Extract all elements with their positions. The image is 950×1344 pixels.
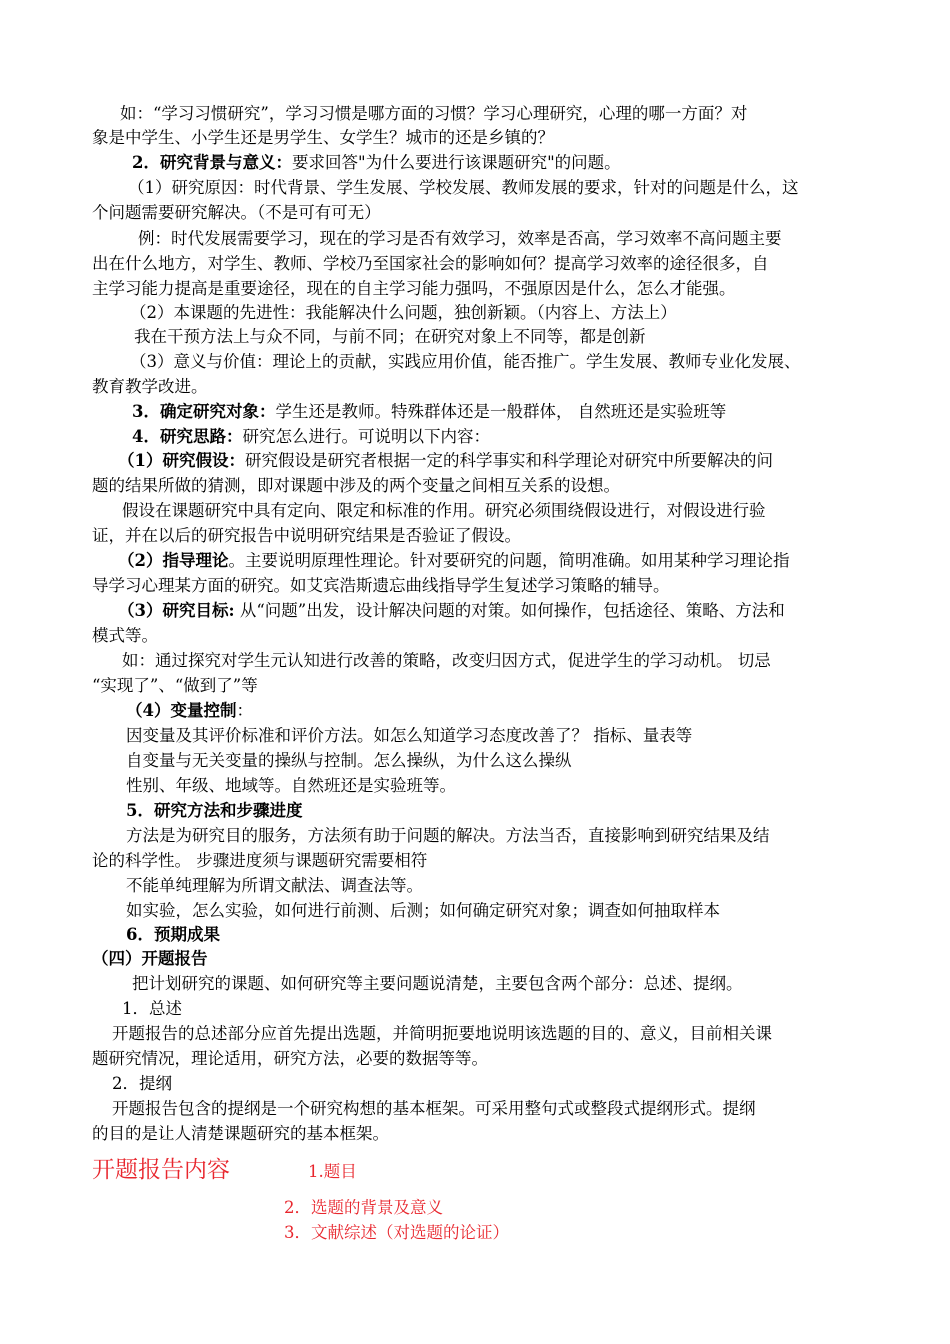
section-heading: 5．研究方法和步骤进度 xyxy=(126,801,303,820)
subsection-heading: （1）研究假设：研究假设是研究者根据一定的科学事实和科学理论对研究中所要解决的问 xyxy=(118,451,773,470)
outline-heading: 开题报告内容 xyxy=(92,1157,230,1183)
subsection-heading: （4）变量控制： xyxy=(126,701,253,720)
text-line: 如：“学习习惯研究”，学习习惯是哪方面的习惯？学习心理研究，心理的哪一方面？对 xyxy=(120,104,748,123)
chapter-heading: （四）开题报告 xyxy=(92,949,208,968)
text-line: 出在什么地方，对学生、教师、学校乃至国家社会的影响如何？提高学习效率的途径很多，自 xyxy=(92,254,769,273)
text-line: 假设在课题研究中具有定向、限定和标准的作用。研究必须围绕假设进行，对假设进行验 xyxy=(122,501,766,520)
outline-item: 1.题目 xyxy=(308,1162,357,1181)
text-line: 题的结果所做的猜测，即对课题中涉及的两个变量之间相互关系的设想。 xyxy=(92,476,620,495)
text-line: 题研究情况，理论适用，研究方法，必要的数据等等。 xyxy=(92,1049,488,1068)
outline-item: 3．文献综述（对选题的论证） xyxy=(284,1223,509,1242)
text-line: 教育教学改进。 xyxy=(92,377,208,396)
outline-item: 2．选题的背景及意义 xyxy=(284,1198,443,1217)
text-line: 证，并在以后的研究报告中说明研究结果是否验证了假设。 xyxy=(92,526,521,545)
text-line: 把计划研究的课题、如何研究等主要问题说清楚，主要包含两个部分：总述、提纲。 xyxy=(132,974,743,993)
text-line: 1．总述 xyxy=(122,999,182,1018)
text-line: 例：时代发展需要学习，现在的学习是否有效学习，效率是否高，学习效率不高问题主要 xyxy=(138,229,782,248)
section-heading: 6．预期成果 xyxy=(126,925,220,944)
text-line: 方法是为研究目的服务，方法须有助于问题的解决。方法当否，直接影响到研究结果及结 xyxy=(126,826,770,845)
text-line: 如实验，怎么实验，如何进行前测、后测；如何确定研究对象；调查如何抽取样本 xyxy=(126,901,720,920)
text-line: 个问题需要研究解决。（不是可有可无） xyxy=(92,203,381,222)
section-heading: 2．研究背景与意义：要求回答"为什么要进行该课题研究"的问题。 xyxy=(132,153,621,172)
text-line: 开题报告的总述部分应首先提出选题，并简明扼要地说明该选题的目的、意义，目前相关课 xyxy=(112,1024,772,1043)
subsection-heading: （2）指导理论。主要说明原理性理论。针对要研究的问题，简明准确。如用某种学习理论指 xyxy=(118,551,790,570)
text-line: 自变量与无关变量的操纵与控制。怎么操纵，为什么这么操纵 xyxy=(126,751,572,770)
text-line: 导学习心理某方面的研究。如艾宾浩斯遗忘曲线指导学生复述学习策略的辅导。 xyxy=(92,576,670,595)
text-line: 开题报告包含的提纲是一个研究构想的基本框架。可采用整句式或整段式提纲形式。提纲 xyxy=(112,1099,756,1118)
section-heading: 4．研究思路：研究怎么进行。可说明以下内容： xyxy=(132,427,490,446)
text-line: 2．提纲 xyxy=(112,1074,172,1093)
text-line: （2）本课题的先进性：我能解决什么问题，独创新颖。（内容上、方法上） xyxy=(130,303,677,322)
text-line: 论的科学性。 步骤进度须与课题研究需要相符 xyxy=(92,851,428,870)
text-line: 象是中学生、小学生还是男学生、女学生？城市的还是乡镇的？ xyxy=(92,128,554,147)
text-line: 我在干预方法上与众不同，与前不同；在研究对象上不同等，都是创新 xyxy=(134,327,646,346)
text-line: 主学习能力提高是重要途径，现在的自主学习能力强吗，不强原因是什么，怎么才能强。 xyxy=(92,279,736,298)
text-line: （1）研究原因：时代背景、学生发展、学校发展、教师发展的要求，针对的问题是什么，这 xyxy=(128,178,799,197)
text-line: 如：通过探究对学生元认知进行改善的策略，改变归因方式，促进学生的学习动机。 切忌 xyxy=(122,651,771,670)
text-line: 模式等。 xyxy=(92,626,158,645)
text-line: 性别、年级、地域等。自然班还是实验班等。 xyxy=(126,776,456,795)
text-line: “实现了”、“做到了”等 xyxy=(92,676,258,695)
section-heading: 3．确定研究对象：学生还是教师。特殊群体还是一般群体， 自然班还是实验班等 xyxy=(132,402,727,421)
text-line: 的目的是让人清楚课题研究的基本框架。 xyxy=(92,1124,389,1143)
text-line: 因变量及其评价标准和评价方法。如怎么知道学习态度改善了？ 指标、量表等 xyxy=(126,726,693,745)
subsection-heading: （3）研究目标: 从“问题”出发，设计解决问题的对策。如何操作，包括途径、策略、方法和 xyxy=(118,601,785,620)
text-line: （3）意义与价值：理论上的贡献，实践应用价值，能否推广。学生发展、教师专业化发展、 xyxy=(130,352,801,371)
text-line: 不能单纯理解为所谓文献法、调查法等。 xyxy=(126,876,423,895)
